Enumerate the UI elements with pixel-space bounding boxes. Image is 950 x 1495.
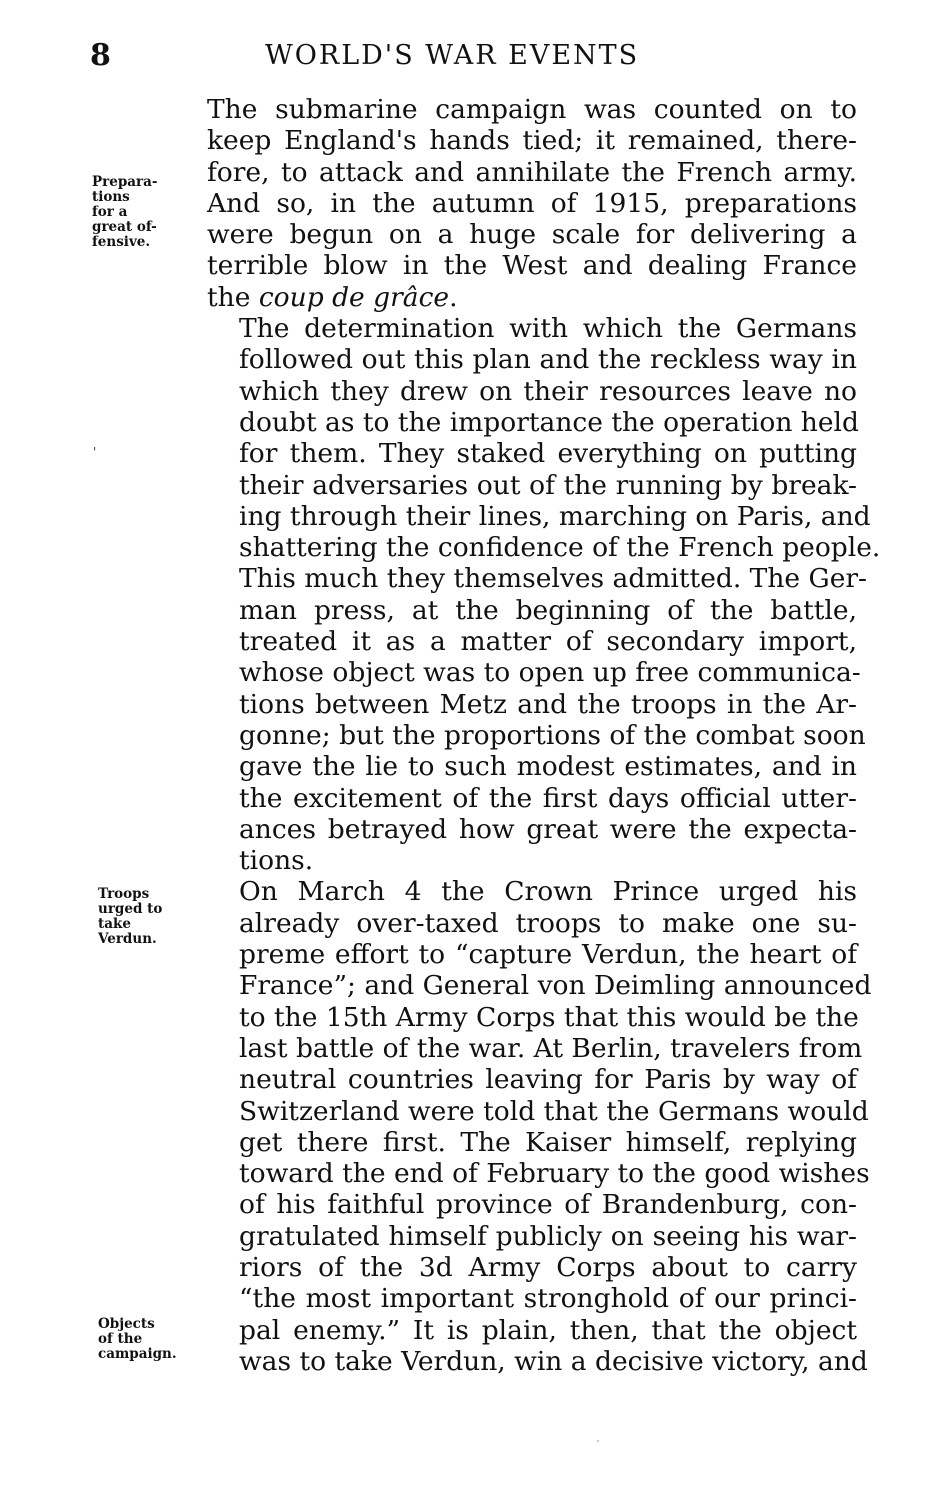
text-line: was to take Verdun, win a decisive victory, and	[239, 1345, 868, 1377]
paragraph-1	[207, 94, 857, 313]
running-title: WORLD'S WAR EVENTS	[265, 40, 640, 71]
text-line: the excitement of the first days official utter-	[239, 782, 857, 814]
sidenote-line: of the	[98, 1331, 143, 1347]
text-line: which they drew on their resources leave no	[239, 375, 857, 407]
text-line: treated it as a matter of secondary import,	[239, 626, 857, 658]
text-line: tions.	[239, 845, 314, 877]
page-number: 8	[90, 38, 111, 73]
text-line: “the most important stronghold of our princi-	[239, 1283, 857, 1315]
sidenote-preparations	[92, 175, 192, 250]
text-line: riors of the 3d Army Corps about to carry	[239, 1251, 857, 1283]
text-line: doubt as to the importance the operation held	[239, 406, 859, 438]
stray-mark: '	[93, 445, 97, 459]
text-line: whose object was to open up free communica-	[239, 657, 861, 689]
text-line: their adversaries out of the running by break-	[239, 469, 857, 501]
sidenote-line: Verdun.	[98, 931, 157, 947]
sidenote-line: take	[98, 916, 131, 932]
sidenote-line: Prepara-	[92, 174, 158, 190]
text-line: terrible blow in the West and dealing France	[207, 250, 857, 282]
text-line: gratulated himself publicly on seeing his war-	[239, 1220, 857, 1252]
body-text	[207, 94, 881, 1377]
text-line: for them. They staked everything on putting	[239, 438, 857, 470]
sidenote-troops	[98, 887, 198, 947]
text-line: to the 15th Army Corps that this would be the	[239, 1001, 859, 1033]
text-line: tions between Metz and the troops in the Ar-	[239, 688, 857, 720]
specks	[597, 1440, 599, 1442]
text-line: last battle of the war. At Berlin, travelers from	[239, 1032, 863, 1064]
text-line: followed out this plan and the reckless way in	[239, 344, 857, 376]
text-line: pal enemy.” It is plain, then, that the object	[239, 1314, 857, 1346]
text-line: fore, to attack and annihilate the French army.	[207, 156, 857, 188]
text-line: ing through their lines, marching on Paris, and	[239, 500, 871, 532]
text-line: This much they themselves admitted. The Ger-	[239, 563, 868, 595]
italic-phrase: coup de grâce	[258, 281, 450, 313]
sidenote-line: urged to	[98, 901, 163, 917]
text-line: gonne; but the proportions of the combat soon	[239, 719, 866, 751]
paragraph-3	[207, 876, 872, 1377]
sidenote-line: campaign.	[98, 1346, 177, 1362]
sidenote-line: Objects	[98, 1316, 155, 1332]
text-line: were begun on a huge scale for delivering a	[207, 219, 857, 251]
sidenote-objects	[98, 1317, 198, 1362]
text-line: neutral countries leaving for Paris by way of	[239, 1064, 857, 1096]
text-line: keep England's hands tied; it remained, there-	[207, 125, 857, 157]
text-line: The submarine campaign was counted on to	[207, 94, 857, 125]
sidenote-line: fensive.	[92, 234, 151, 250]
text-line: get there first. The Kaiser himself, replying	[239, 1126, 857, 1158]
sidenote-line: for a	[92, 204, 128, 220]
text-line: The determination with which the Germans	[239, 313, 857, 345]
text-line: man press, at the beginning of the battle,	[239, 594, 857, 626]
text-line: toward the end of February to the good wishes	[239, 1158, 870, 1190]
text-line: shattering the confidence of the French people.	[239, 532, 881, 564]
text-line: Switzerland were told that the Germans would	[239, 1095, 869, 1127]
text-line: France”; and General von Deimling announced	[239, 970, 872, 1002]
text-line: gave the lie to such modest estimates, and in	[239, 751, 857, 783]
text-line: On March 4 the Crown Prince urged his	[239, 876, 857, 908]
sidenote-line: great of-	[92, 219, 157, 235]
text-line: And so, in the autumn of 1915, preparations	[207, 187, 857, 219]
text-line: already over-taxed troops to make one su-	[239, 907, 857, 939]
sidenote-line: tions	[92, 189, 130, 205]
text-line: ances betrayed how great were the expecta-	[239, 813, 857, 845]
running-head	[90, 38, 860, 78]
sidenote-line: Troops	[98, 886, 150, 902]
text-line: of his faithful province of Brandenburg, con-	[239, 1189, 857, 1221]
text-line: preme effort to “capture Verdun, the heart of	[239, 939, 857, 971]
text-line: the coup de grâce.	[207, 281, 458, 313]
paragraph-2	[207, 313, 881, 877]
